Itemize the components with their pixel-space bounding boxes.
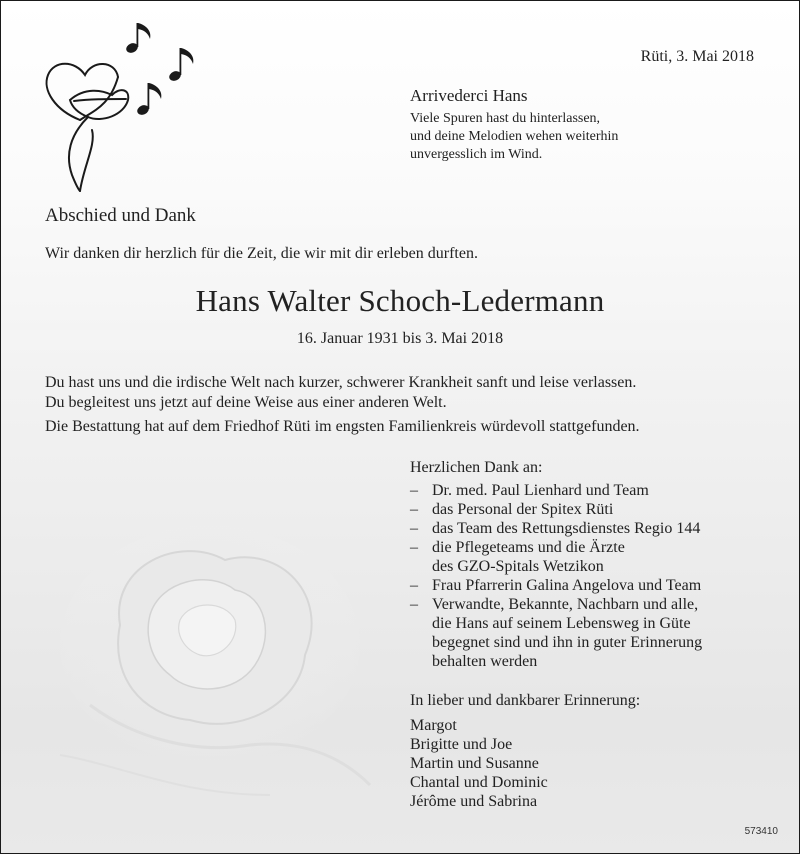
body-line: Du begleitest uns jetzt auf deine Weise aus einer anderen Welt. (45, 394, 447, 411)
list-item: – Frau Pfarrerin Galina Angelova und Team (410, 577, 702, 594)
list-item-continuation: behalten werden (432, 653, 538, 670)
verse-line: unvergesslich im Wind. (410, 147, 543, 162)
list-item-continuation: die Hans auf seinem Lebensweg in Güte (432, 615, 691, 632)
family-member: Chantal und Dominic (410, 774, 548, 791)
place-date: Rüti, 3. Mai 2018 (640, 48, 754, 65)
verse-line: und deine Melodien wehen weiterhin (410, 129, 619, 144)
dash: – (410, 482, 418, 499)
family-member: Margot (410, 717, 457, 734)
deceased-name: Hans Walter Schoch-Ledermann (195, 283, 605, 318)
dash: – (410, 501, 418, 518)
thanks-list-heading: Herzlichen Dank an: (410, 459, 543, 476)
body-line: Du hast uns und die irdische Welt nach kurzer, schwerer Krankheit sanft und leise verlassen. (45, 374, 637, 391)
thanks-sentence: Wir danken dir herzlich für die Zeit, die wir mit dir erleben durften. (45, 245, 478, 262)
ad-code: 573410 (744, 826, 778, 837)
family-heading: In lieber und dankbarer Erinnerung: (410, 692, 641, 709)
dash: – (410, 577, 418, 594)
dash: – (410, 520, 418, 537)
motto: Arrivederci Hans (410, 86, 528, 105)
life-dates: 16. Januar 1931 bis 3. Mai 2018 (296, 330, 504, 347)
list-item-continuation: begegnet sind und ihn in guter Erinnerung (432, 634, 703, 651)
list-item: – das Team des Rettungsdienstes Regio 144 (410, 520, 701, 537)
body-line: Die Bestattung hat auf dem Friedhof Rüti im engsten Familienkreis würdevoll stattgefunden. (45, 418, 640, 435)
family-member: Brigitte und Joe (410, 736, 513, 753)
list-item: – die Pflegeteams und die Ärzte (410, 539, 625, 556)
farewell-heading: Abschied und Dank (45, 205, 196, 226)
dash: – (410, 596, 418, 613)
verse-line: Viele Spuren hast du hinterlassen, (410, 111, 601, 126)
list-item: – Verwandte, Bekannte, Nachbarn und alle, (410, 596, 699, 613)
list-item: – Dr. med. Paul Lienhard und Team (410, 482, 649, 499)
dash: – (410, 539, 418, 556)
family-member: Martin und Susanne (410, 755, 539, 772)
family-member: Jérôme und Sabrina (410, 793, 538, 810)
list-item-continuation: des GZO-Spitals Wetzikon (432, 558, 604, 575)
list-item: – das Personal der Spitex Rüti (410, 501, 614, 518)
